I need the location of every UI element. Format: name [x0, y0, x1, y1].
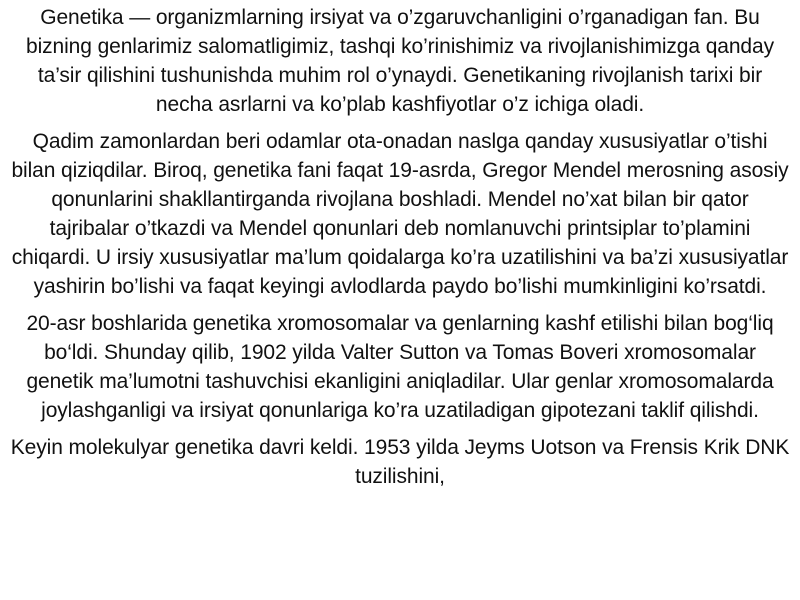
paragraph-mendel: Qadim zamonlardan beri odamlar ota-onadan naslga qanday xususiyatlar o’tishi bilan qiziqdilar. Biroq, genetika fani faqat 19-asrda, Gregor Mendel merosning asosiy qonunlarini shakllantirganda rivojlana boshladi. Mendel no’xat bilan bir qator tajribalar o’tkazdi va Mendel qonunlari deb nomlanuvchi printsiplar to’plamini chiqardi. U irsiy xususiyatlar ma’lum qoidalarga ko’ra uzatilishini va ba’zi xususiyatlar yashirin bo’lishi va faqat keyingi avlodlarda paydo bo’lishi mumkinligini ko’rsatdi.	[11, 130, 789, 298]
paragraph-intro: Genetika — organizmlarning irsiyat va o’zgaruvchanligini o’rganadigan fan. Bu bizning genlarimiz salomatligimiz, tashqi ko’rinishimiz va rivojlanishimizga qanday ta’sir qilishini tushunishda muhim rol o’ynaydi. Genetikaning rivojlanish tarixi bir necha asrlarni va ko’plab kashfiyotlar o’z ichiga oladi.	[25, 6, 774, 116]
paragraph-molecular: Keyin molekulyar genetika davri keldi. 1953 yilda Jeyms Uotson va Frensis Krik DNK tuzilishini,	[10, 436, 790, 488]
paragraph-chromosomes: 20-asr boshlarida genetika xromosomalar va genlarning kashf etilishi bilan bog‘liq bo‘ldi. Shunday qilib, 1902 yilda Valter Sutton va Tomas Boveri xromosomalar genetik ma’lumotni tashuvchisi ekanligini aniqladilar. Ular genlar xromosomalarda joylashganligi va irsiyat qonunlariga ko’ra uzatiladigan gipotezani taklif qilishdi.	[26, 312, 774, 422]
